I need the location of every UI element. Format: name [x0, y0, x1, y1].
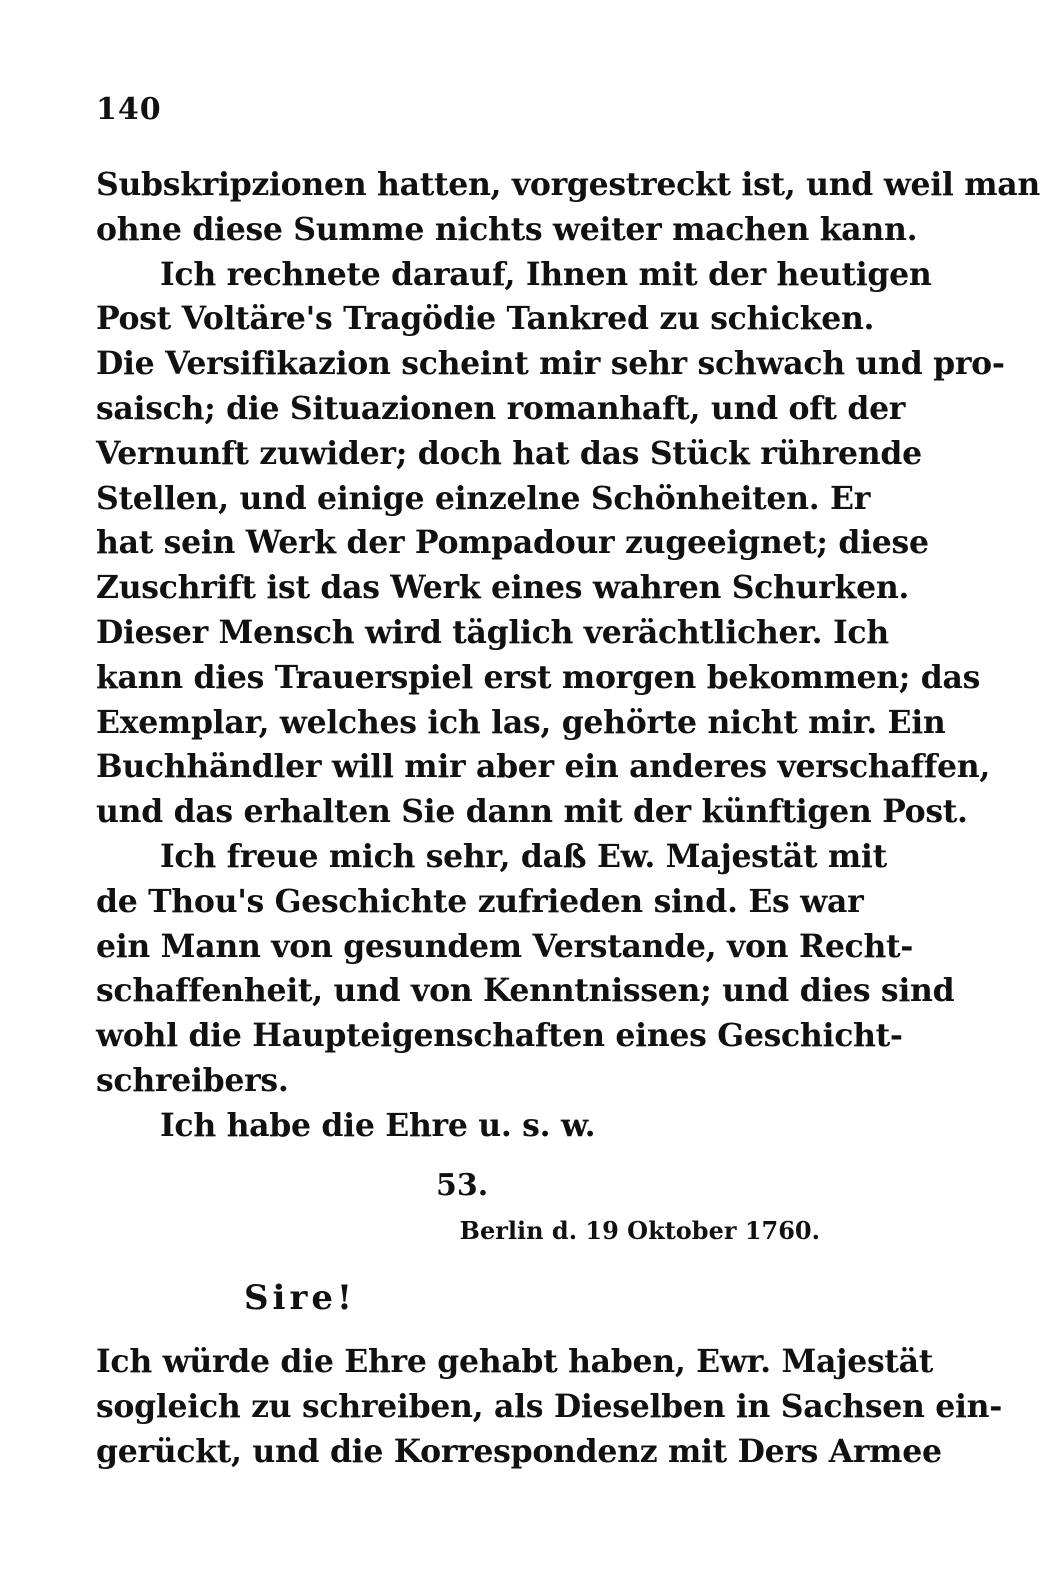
letter-dateline: Berlin d. 19 Oktober 1760.: [459, 1216, 820, 1245]
text-line: Ich rechnete darauf, Ihnen mit der heutigen: [160, 255, 932, 293]
text-line: Dieser Mensch wird täglich verächtlicher. Ich: [96, 613, 889, 651]
text-line: und das erhalten Sie dann mit der künftigen Post.: [96, 793, 968, 831]
text-line: kann dies Trauerspiel erst morgen bekommen; das: [96, 658, 981, 696]
text-line: sogleich zu schreiben, als Dieselben in Sachsen ein-: [96, 1387, 1003, 1425]
text-line: Exemplar, welches ich las, gehörte nicht mir. Ein: [96, 703, 946, 741]
text-line: wohl die Haupteigenschaften eines Geschicht-: [96, 1017, 903, 1055]
text-line: Die Versifikazion scheint mir sehr schwach und pro-: [96, 345, 1005, 383]
text-line: Ich freue mich sehr, daß Ew. Majestät mit: [160, 837, 887, 875]
text-line: gerückt, und die Korrespondenz mit Ders Armee: [96, 1432, 942, 1470]
text-line: ein Mann von gesundem Verstande, von Recht-: [96, 927, 914, 965]
text-line: schreibers.: [96, 1061, 289, 1099]
closing-formula: Ich habe die Ehre u. s. w.: [160, 1106, 596, 1144]
text-line: saisch; die Situazionen romanhaft, und oft der: [96, 389, 906, 427]
text-line: Post Voltäre's Tragödie Tankred zu schicken.: [96, 300, 875, 338]
text-line: Zuschrift ist das Werk eines wahren Schurken.: [96, 569, 910, 607]
text-line: ohne diese Summe nichts weiter machen kann.: [96, 210, 918, 248]
text-line: Stellen, und einige einzelne Schönheiten. Er: [96, 479, 871, 517]
text-line: Buchhändler will mir aber ein anderes verschaffen,: [96, 748, 991, 786]
text-line: Subskripzionen hatten, vorgestreckt ist, und weil man: [96, 166, 1040, 203]
text-line: Ich würde die Ehre gehabt haben, Ewr. Majestät: [96, 1343, 934, 1380]
text-line: schaffenheit, und von Kenntnissen; und dies sind: [96, 972, 955, 1010]
text-line: hat sein Werk der Pompadour zugeeignet; diese: [96, 524, 929, 562]
letter-salutation: Sire!: [244, 1278, 356, 1318]
page-number: 140: [96, 92, 162, 127]
text-line: de Thou's Geschichte zufrieden sind. Es war: [96, 882, 864, 920]
letter-number: 53.: [436, 1168, 489, 1203]
letter-body-new: [96, 1340, 1003, 1474]
letter-body-continued: [96, 163, 1040, 1149]
text-line: Vernunft zuwider; doch hat das Stück rührende: [96, 434, 922, 472]
